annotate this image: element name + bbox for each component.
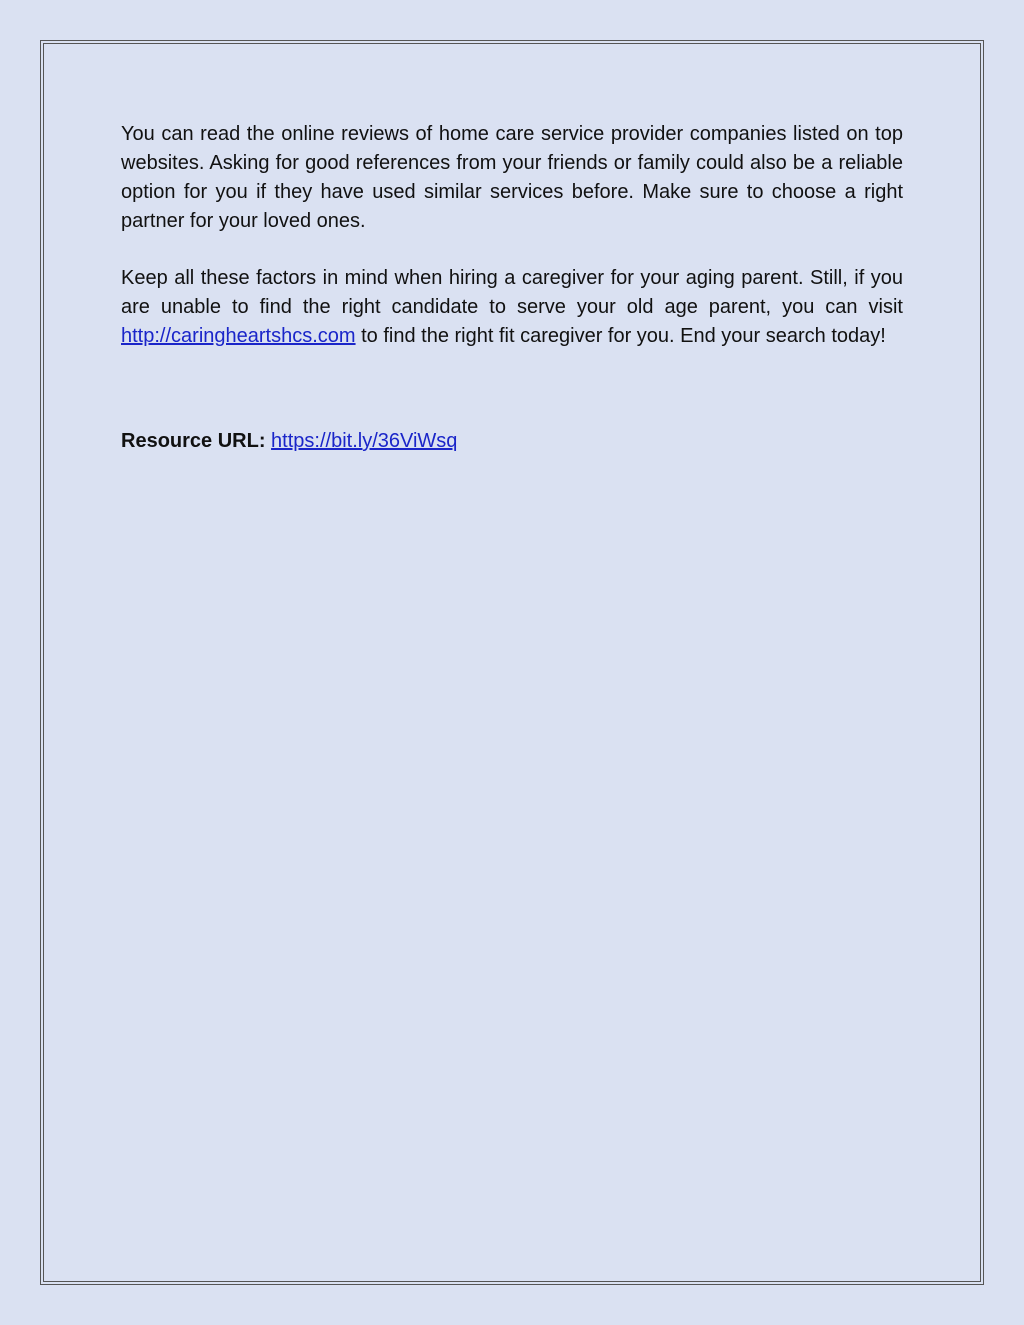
resource-url-link[interactable]: https://bit.ly/36ViWsq xyxy=(271,430,458,452)
resource-url-label: Resource URL: xyxy=(121,430,266,452)
paragraph-factors-text-end: to find the right fit caregiver for you. End your search today! xyxy=(355,325,886,347)
caringhearts-link[interactable]: http://caringheartshcs.com xyxy=(121,325,356,347)
paragraph-reviews: You can read the online reviews of home care service provider companies listed on top websites. Asking for good references from your friends or family could also be a reliable option for you if they have used similar services before. Make sure to choose a right partner for your loved ones. xyxy=(121,123,903,232)
paragraph-factors-text-start: Keep all these factors in mind when hiring a caregiver for your aging parent. Still, if you are unable to find the right candidate to serve your old age parent, you can visit xyxy=(121,267,903,318)
paragraph-factors xyxy=(121,264,903,351)
resource-url-line xyxy=(121,427,903,456)
document-body xyxy=(121,120,903,456)
